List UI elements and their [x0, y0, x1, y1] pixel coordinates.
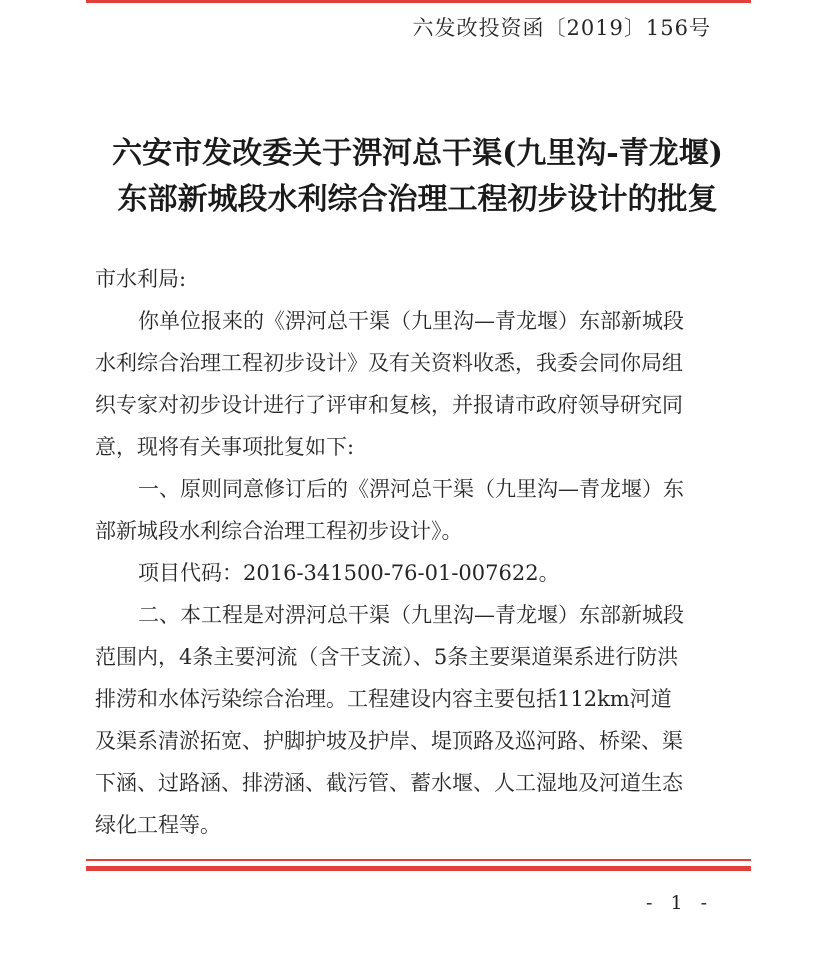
addressee: 市水利局:	[95, 267, 187, 291]
body-line: 范围内，4条主要河流（含干支流）、5条主要渠道渠系进行防洪	[95, 645, 679, 669]
body-line: 下涵、过路涵、排涝涵、截污管、蓄水堰、人工湿地及河道生态	[95, 771, 683, 795]
body-line: 你单位报来的《淠河总干渠（九里沟—青龙堰）东部新城段	[138, 309, 684, 333]
footer-red-rule-thick	[86, 866, 751, 871]
body-line: 部新城段水利综合治理工程初步设计》。	[95, 519, 463, 543]
page-number: - 1 -	[645, 892, 713, 914]
body-line: 织专家对初步设计进行了评审和复核，并报请市政府领导研究同	[95, 393, 683, 417]
body-line: 二、本工程是对淠河总干渠（九里沟—青龙堰）东部新城段	[138, 603, 684, 627]
body-line: 意，现将有关事项批复如下:	[95, 435, 355, 459]
header-red-rule	[86, 0, 751, 3]
document-title	[60, 131, 775, 223]
project-code: 项目代码：2016-341500-76-01-007622。	[138, 561, 560, 585]
body-line: 绿化工程等。	[95, 813, 221, 837]
body-line: 及渠系清淤拓宽、护脚护坡及护岸、堤顶路及巡河路、桥梁、渠	[95, 729, 683, 753]
title-line-1: 六安市发改委关于淠河总干渠(九里沟-青龙堰)	[112, 136, 723, 171]
title-line-2: 东部新城段水利综合治理工程初步设计的批复	[117, 182, 718, 217]
footer-red-rule-thin	[86, 859, 751, 861]
document-number: 六发改投资函〔2019〕156号	[412, 16, 711, 40]
body-line: 排涝和水体污染综合治理。工程建设内容主要包括112km河道	[95, 687, 672, 711]
body-line: 水利综合治理工程初步设计》及有关资料收悉，我委会同你局组	[95, 351, 683, 375]
body-line: 一、原则同意修订后的《淠河总干渠（九里沟—青龙堰）东	[138, 477, 684, 501]
